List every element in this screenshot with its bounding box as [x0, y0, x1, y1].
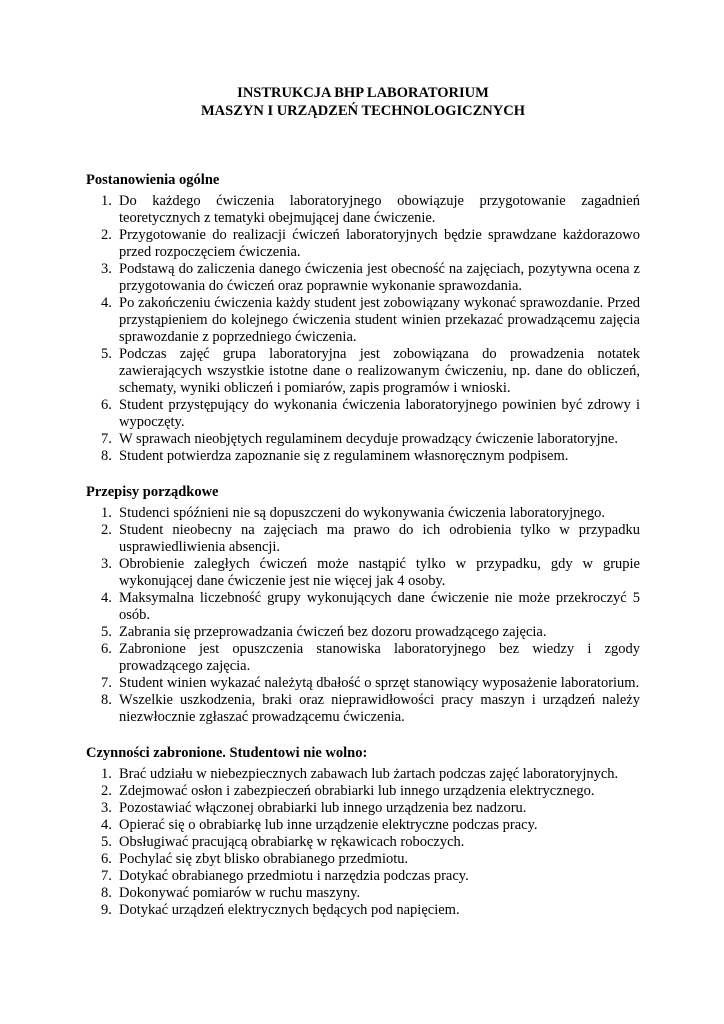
list-item — [86, 590, 640, 624]
list-item-text: Student przystępujący do wykonania ćwiczenia laboratoryjnego powinien być zdrowy i wypoczęty. — [119, 397, 640, 430]
list-item-text: Zdejmować osłon i zabezpieczeń obrabiarki lub innego urządzenia elektrycznego. — [119, 783, 595, 799]
list-item — [86, 783, 640, 800]
list-item-number: 7. — [101, 675, 112, 691]
list-item-text: Opierać się o obrabiarkę lub inne urządzenie elektryczne podczas pracy. — [119, 817, 538, 833]
list-item-text: Przygotowanie do realizacji ćwiczeń laboratoryjnych będzie sprawdzane każdorazowo przed rozpoczęciem ćwiczenia. — [119, 227, 640, 260]
list-item — [86, 346, 640, 397]
list-item-number: 7. — [101, 431, 112, 447]
list-item — [86, 692, 640, 726]
list-item — [86, 431, 640, 448]
list-item-text: Podstawą do zaliczenia danego ćwiczenia jest obecność na zajęciach, pozytywna ocena z przygotowania do ćwiczeń oraz poprawnie wykonanie sprawozdania. — [119, 261, 640, 294]
list-item-text: Maksymalna liczebność grupy wykonujących dane ćwiczenie nie może przekroczyć 5 osób. — [119, 590, 640, 623]
list-item-number: 8. — [101, 885, 112, 901]
list-item-text: Wszelkie uszkodzenia, braki oraz nieprawidłowości pracy maszyn i urządzeń należy niezwłocznie zgłaszać prowadzącemu ćwiczenia. — [119, 692, 640, 725]
list-item-number: 7. — [101, 868, 112, 884]
list-item-text: Obsługiwać pracującą obrabiarkę w rękawicach roboczych. — [119, 834, 465, 850]
list-item-text: Zabronione jest opuszczenia stanowiska laboratoryjnego bez wiedzy i zgody prowadzącego zajęcia. — [119, 641, 640, 674]
list-item — [86, 522, 640, 556]
list-item — [86, 885, 640, 902]
list-item-number: 8. — [101, 692, 112, 708]
list-item-number: 5. — [101, 834, 112, 850]
list-item-number: 4. — [101, 817, 112, 833]
numbered-list — [86, 193, 640, 465]
section-order-rules — [86, 484, 640, 726]
list-item-number: 4. — [101, 295, 112, 311]
list-item-text: Podczas zajęć grupa laboratoryjna jest zobowiązana do prowadzenia notatek zawierających wszystkie istotne dane o realizowanym ćwiczeniu, np. dane do obliczeń, schematy, wyniki obliczeń i pomiarów, zapis programów i wnioski. — [119, 346, 640, 396]
list-item-text: Po zakończeniu ćwiczenia każdy student jest zobowiązany wykonać sprawozdanie. Przed przystąpieniem do kolejnego ćwiczenia student winien przekazać prowadzącemu zajęcia sprawozdanie z poprzedniego ćwiczenia. — [119, 295, 640, 345]
list-item — [86, 766, 640, 783]
list-item — [86, 800, 640, 817]
list-item-number: 3. — [101, 800, 112, 816]
list-item-number: 3. — [101, 261, 112, 277]
list-item-number: 4. — [101, 590, 112, 606]
list-item — [86, 624, 640, 641]
list-item — [86, 505, 640, 522]
section-heading: Czynności zabronione. Studentowi nie wolno: — [86, 745, 368, 761]
list-item-text: Brać udziału w niebezpiecznych zabawach lub żartach podczas zajęć laboratoryjnych. — [119, 766, 619, 782]
list-item-number: 6. — [101, 851, 112, 867]
list-item-text: Student winien wykazać należytą dbałość o sprzęt stanowiący wyposażenie laboratorium. — [119, 675, 640, 691]
list-item — [86, 675, 640, 692]
list-item — [86, 295, 640, 346]
section-general-provisions — [86, 172, 640, 465]
list-item — [86, 641, 640, 675]
list-item-number: 1. — [101, 766, 112, 782]
list-item-number: 3. — [101, 556, 112, 572]
list-item-number: 2. — [101, 522, 112, 538]
list-item-number: 9. — [101, 902, 112, 918]
list-item — [86, 227, 640, 261]
list-item-number: 5. — [101, 624, 112, 640]
list-item-text: Dotykać obrabianego przedmiotu i narzędzia podczas pracy. — [119, 868, 469, 884]
list-item-text: Dotykać urządzeń elektrycznych będących pod napięciem. — [119, 902, 460, 918]
list-item — [86, 851, 640, 868]
document-page — [86, 84, 640, 919]
title-line-2: MASZYN I URZĄDZEŃ TECHNOLOGICZNYCH — [200, 103, 525, 119]
list-item — [86, 556, 640, 590]
list-item — [86, 397, 640, 431]
list-item-text: Studenci spóźnieni nie są dopuszczeni do wykonywania ćwiczenia laboratoryjnego. — [119, 505, 605, 521]
list-item — [86, 834, 640, 851]
list-item — [86, 868, 640, 885]
list-item-text: Zabrania się przeprowadzania ćwiczeń bez dozoru prowadzącego zajęcia. — [119, 624, 547, 640]
list-item-number: 1. — [101, 505, 112, 521]
list-item-text: Do każdego ćwiczenia laboratoryjnego obowiązuje przygotowanie zagadnień teoretycznych z tematyki obejmującej dane ćwiczenie. — [119, 193, 640, 226]
list-item — [86, 902, 640, 919]
list-item-text: Obrobienie zaległych ćwiczeń może nastąpić tylko w przypadku, gdy w grupie wykonującej dane ćwiczenie jest nie więcej jak 4 osoby. — [119, 556, 640, 589]
list-item — [86, 817, 640, 834]
list-item-number: 2. — [101, 227, 112, 243]
list-item-number: 6. — [101, 397, 112, 413]
list-item-text: Pochylać się zbyt blisko obrabianego przedmiotu. — [119, 851, 409, 867]
numbered-list — [86, 505, 640, 726]
list-item-number: 5. — [101, 346, 112, 362]
list-item-number: 6. — [101, 641, 112, 657]
list-item-number: 8. — [101, 448, 112, 464]
list-item-text: Student nieobecny na zajęciach ma prawo do ich odrobienia tylko w przypadku usprawiedliwienia absencji. — [119, 522, 640, 555]
section-heading: Postanowienia ogólne — [86, 172, 220, 188]
list-item-number: 2. — [101, 783, 112, 799]
section-prohibited-actions — [86, 745, 640, 919]
section-heading: Przepisy porządkowe — [86, 484, 219, 500]
list-item — [86, 261, 640, 295]
numbered-list — [86, 766, 640, 919]
document-title — [86, 84, 640, 120]
list-item-text: Student potwierdza zapoznanie się z regulaminem własnoręcznym podpisem. — [119, 448, 569, 464]
list-item-text: Dokonywać pomiarów w ruchu maszyny. — [119, 885, 361, 901]
list-item — [86, 448, 640, 465]
list-item — [86, 193, 640, 227]
list-item-number: 1. — [101, 193, 112, 209]
list-item-text: Pozostawiać włączonej obrabiarki lub innego urządzenia bez nadzoru. — [119, 800, 527, 816]
title-line-1: INSTRUKCJA BHP LABORATORIUM — [237, 85, 489, 101]
list-item-text: W sprawach nieobjętych regulaminem decyduje prowadzący ćwiczenie laboratoryjne. — [119, 431, 618, 447]
